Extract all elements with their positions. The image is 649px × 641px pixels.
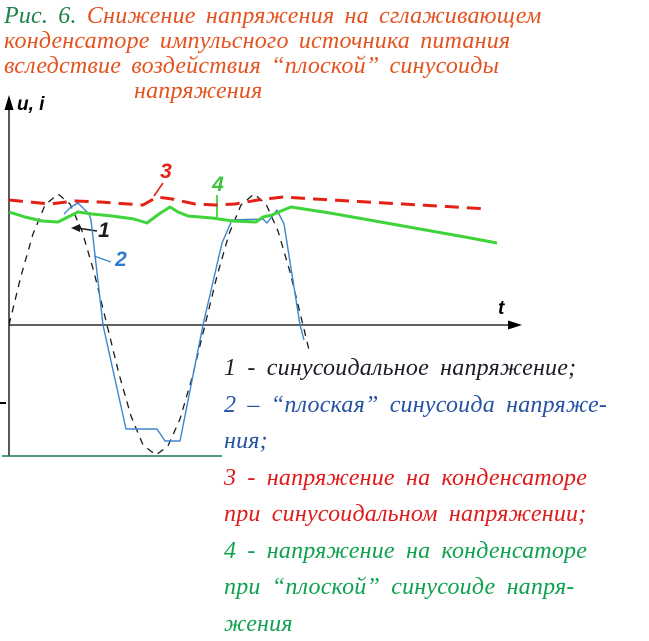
curve-label-2: 2 <box>115 248 127 271</box>
leader-line-3 <box>154 183 163 196</box>
legend-line-4: 4 - напряжение на конденсаторе <box>224 537 588 564</box>
legend-line-3-cont: при синусоидальном напряжении; <box>224 501 587 527</box>
legend-line-3: 3 - напряжение на конденсаторе <box>224 464 588 491</box>
curve-label-4: 4 <box>212 173 224 196</box>
curve-label-3: 3 <box>160 160 172 183</box>
y-axis-arrow-icon <box>5 95 14 110</box>
caption-text-1: Снижение напряжения на сглаживающем <box>86 3 542 29</box>
y-axis-label: u, i <box>17 94 45 115</box>
caption-line-4: напряжения <box>134 78 263 104</box>
legend-line-2: 2 – “плоская” синусоида напряже- <box>224 391 608 418</box>
legend <box>224 350 644 641</box>
curve-label-1: 1 <box>98 219 110 242</box>
x-axis-arrow-icon <box>508 321 522 330</box>
curve-4 <box>9 207 497 243</box>
leader-line-2 <box>94 256 111 262</box>
caption-figure-number: Рис. 6. <box>4 3 77 29</box>
caption-line-3: вследствие воздействия “плоской” синусоиды <box>4 53 500 79</box>
legend-line-1: 1 - синусоидальное напряжение; <box>224 355 577 381</box>
x-axis-label: t <box>498 298 505 319</box>
caption-line-2: конденсаторе импульсного источника питания <box>4 28 511 54</box>
legend-line-4-cont2: жения <box>224 610 293 637</box>
legend-line-2-cont: ния; <box>224 428 268 454</box>
legend-line-4-cont: при “плоской” синусоиде напря- <box>224 574 575 600</box>
